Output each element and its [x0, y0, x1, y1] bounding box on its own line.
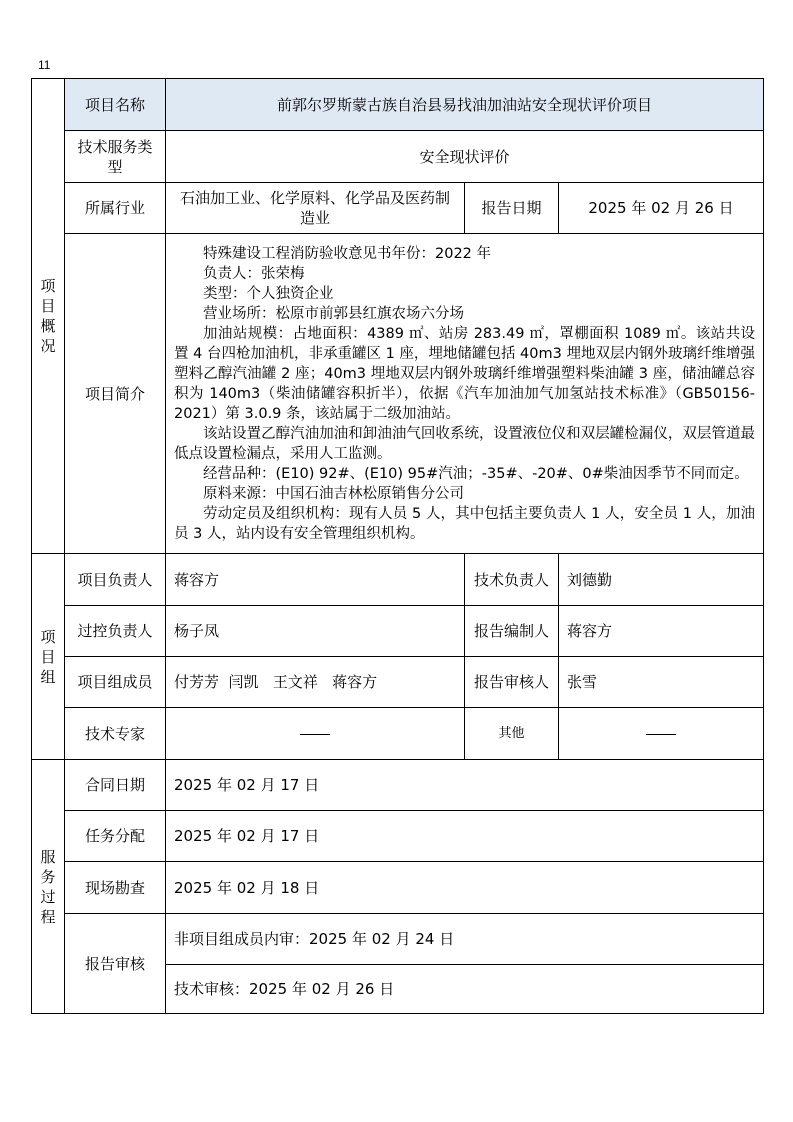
section-label-team [32, 554, 65, 760]
empty-dash [300, 734, 330, 735]
row-industry [32, 183, 764, 234]
other-label: 其他 [465, 708, 559, 760]
industry-value: 石油加工业、化学原料、化学品及医药制造业 [166, 183, 465, 234]
internal-review-value: 非项目组成员内审：2025 年 02 月 24 日 [166, 914, 764, 965]
section-char: 项 [40, 627, 56, 646]
section-char: 过 [40, 887, 56, 906]
team-row [32, 657, 764, 708]
technical-review-value: 技术审核：2025 年 02 月 26 日 [166, 965, 764, 1014]
intro-paragraph: 加油站规模：占地面积：4389 ㎡、站房 283.49 ㎡，罩棚面积 1089 ㎡。该站共设置 4 台四枪加油机，非承重罐区 1 座，埋地储罐包括 40m3 埋地双层内钢外玻璃纤维增强塑料乙醇汽油罐 2 座；40m3 埋地双层内钢外玻璃纤维增强塑料柴油罐 3 座，储油罐总容积为 140m3（柴油储罐容积折半），依据《汽车加油加气加氢站技术标准》（GB50156-2021）第 3.0.9 条，该站属于二级加油站。 [174, 325, 755, 422]
project-lead-label: 项目负责人 [65, 554, 166, 606]
team-members-value: 付芳芳 闫凯 王文祥 蒋容方 [166, 657, 465, 708]
section-label-overview [32, 79, 65, 554]
intro-paragraph: 原料来源：中国石油吉林松原销售分公司 [203, 485, 464, 502]
process-row [32, 862, 764, 914]
row-service-type [32, 131, 764, 183]
intro-paragraph: 营业场所：松原市前郭县红旗农场六分场 [203, 305, 464, 322]
section-char: 服 [40, 847, 56, 866]
section-char: 程 [40, 907, 56, 926]
report-date-value: 2025 年 02 月 26 日 [559, 183, 764, 234]
project-name-value: 前郭尔罗斯蒙古族自治县易找油加油站安全现状评价项目 [166, 79, 764, 131]
project-lead-value: 蒋容方 [166, 554, 465, 606]
tech-lead-value: 刘德勤 [559, 554, 764, 606]
industry-label: 所属行业 [65, 183, 166, 234]
task-assign-value: 2025 年 02 月 17 日 [166, 811, 764, 862]
section-char: 目 [40, 297, 56, 315]
report-author-label: 报告编制人 [465, 606, 559, 657]
team-row [32, 708, 764, 760]
process-lead-value: 杨子凤 [166, 606, 465, 657]
section-char: 况 [40, 337, 56, 355]
team-row [32, 554, 764, 606]
section-label-process [32, 760, 65, 1014]
intro-paragraph: 负责人：张荣梅 [203, 265, 305, 282]
process-row [32, 914, 764, 965]
intro-paragraph: 劳动定员及组织机构：现有人员 5 人，其中包括主要负责人 1 人，安全员 1 人，加油员 3 人，站内设有安全管理组织机构。 [174, 505, 755, 542]
service-type-label: 技术服务类型 [65, 131, 166, 183]
intro-paragraph: 特殊建设工程消防验收意见书年份：2022 年 [203, 245, 492, 262]
contract-date-label: 合同日期 [65, 760, 166, 811]
contract-date-value: 2025 年 02 月 17 日 [166, 760, 764, 811]
page-number: 11 [38, 58, 51, 72]
report-reviewer-label: 报告审核人 [465, 657, 559, 708]
site-survey-value: 2025 年 02 月 18 日 [166, 862, 764, 914]
section-char: 概 [40, 317, 56, 335]
intro-content [166, 234, 764, 554]
team-members-label: 项目组成员 [65, 657, 166, 708]
intro-label: 项目简介 [65, 234, 166, 554]
report-date-label: 报告日期 [465, 183, 559, 234]
row-project-name [32, 79, 764, 131]
other-value [559, 708, 764, 760]
process-lead-label: 过控负责人 [65, 606, 166, 657]
section-char: 务 [40, 867, 56, 886]
team-row [32, 606, 764, 657]
intro-paragraph: 类型：个人独资企业 [203, 285, 334, 302]
tech-expert-value [166, 708, 465, 760]
row-intro [32, 234, 764, 554]
section-char: 目 [40, 647, 56, 666]
report-author-value: 蒋容方 [559, 606, 764, 657]
empty-dash [646, 734, 676, 735]
report-review-label: 报告审核 [65, 914, 166, 1014]
intro-paragraph: 该站设置乙醇汽油加油和卸油油气回收系统，设置液位仪和双层罐检漏仪，双层管道最低点设置检漏点，采用人工监测。 [174, 425, 755, 462]
report-reviewer-value: 张雪 [559, 657, 764, 708]
site-survey-label: 现场勘查 [65, 862, 166, 914]
intro-paragraph: 经营品种：(E10) 92#、(E10) 95#汽油；-35#、-20#、0#柴油因季节不同而定。 [203, 465, 749, 482]
section-char: 项 [40, 277, 56, 295]
project-name-label: 项目名称 [65, 79, 166, 131]
tech-lead-label: 技术负责人 [465, 554, 559, 606]
service-type-value: 安全现状评价 [166, 131, 764, 183]
project-info-table [31, 78, 764, 1014]
task-assign-label: 任务分配 [65, 811, 166, 862]
tech-expert-label: 技术专家 [65, 708, 166, 760]
section-char: 组 [40, 667, 56, 686]
process-row [32, 811, 764, 862]
process-row [32, 760, 764, 811]
